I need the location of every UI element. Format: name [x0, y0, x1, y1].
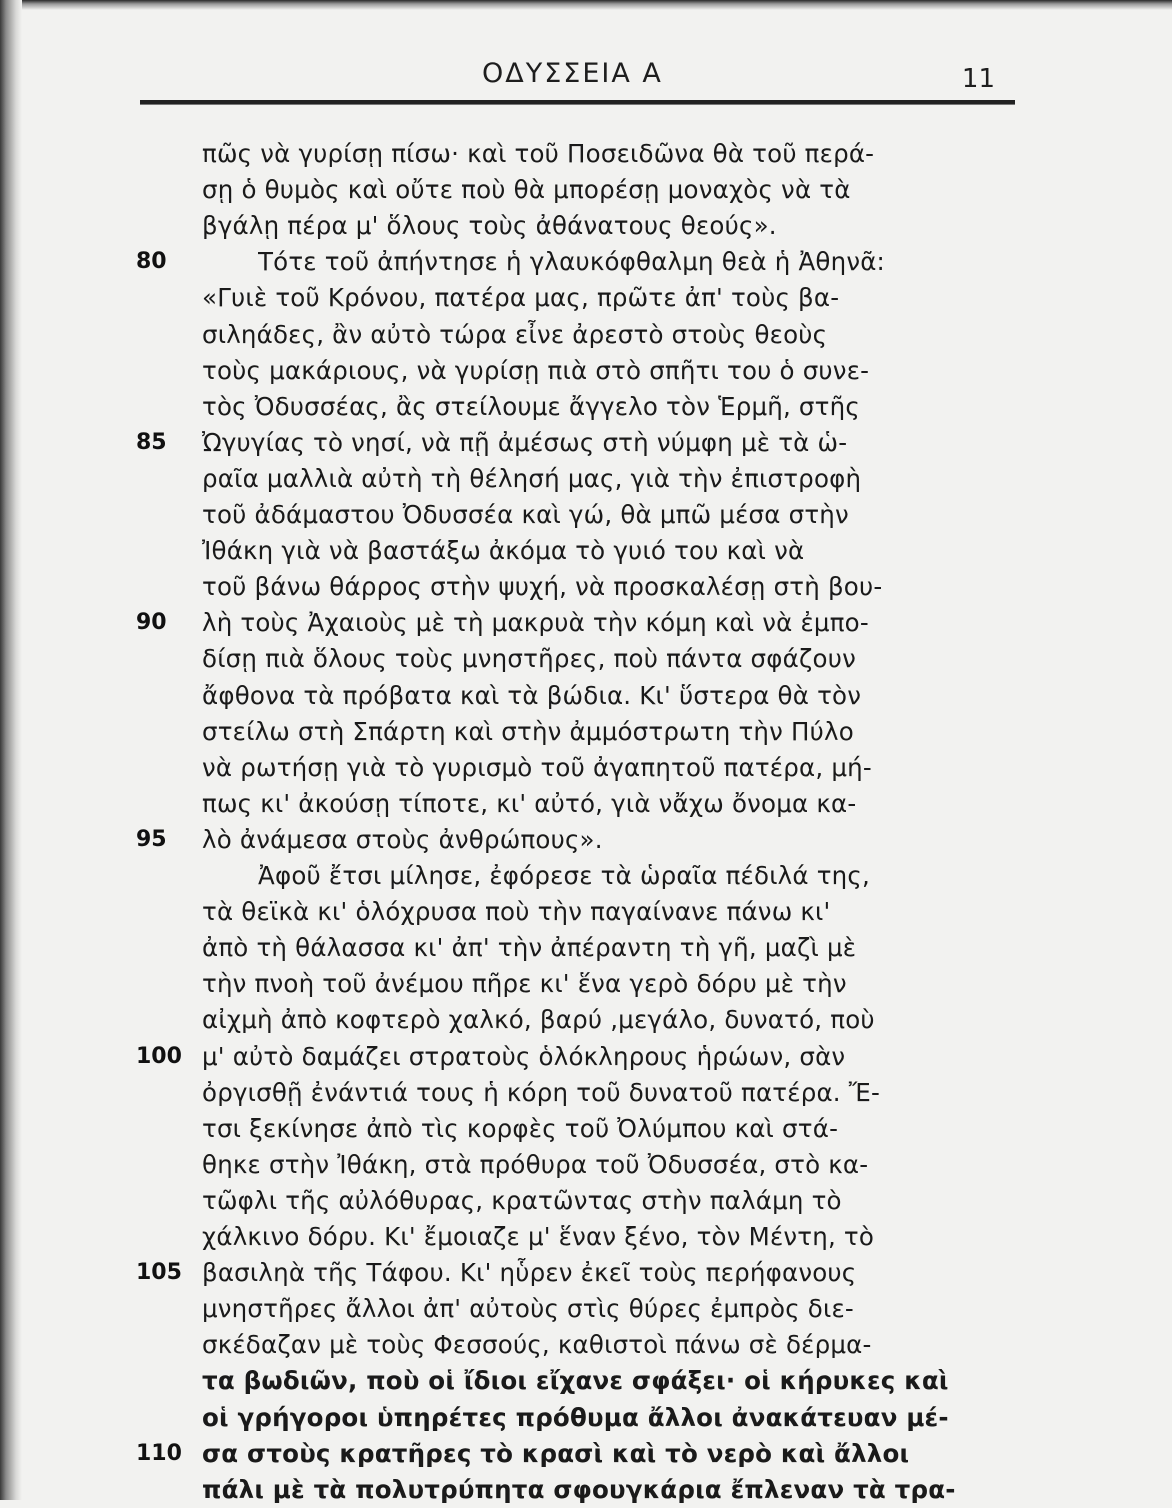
text-line: βγάλῃ πέρα μ' ὅλους τοὺς ἀθάνατους θεούς».	[202, 211, 777, 241]
text-line: ὀργισθῇ ἐνάντιά τους ἡ κόρη τοῦ δυνατοῦ πατέρα. Ἔ-	[202, 1077, 881, 1107]
text-line: χάλκινο δόρυ. Κι' ἔμοιαζε μ' ἕναν ξένο, τὸν Μέντη, τὸ	[202, 1222, 875, 1251]
text-line: αἰχμὴ ἀπὸ κοφτερὸ χαλκό, βαρύ ,μεγάλο, δυνατό, ποὺ	[202, 1005, 875, 1035]
text-line: βασιληὰ τῆς Τάφου. Κι' ηὗρεν ἐκεῖ τοὺς περήφανους	[202, 1258, 857, 1288]
text-line: τὰ θεϊκὰ κι' ὁλόχρυσα ποὺ τὴν παγαίνανε πάνω κι'	[202, 897, 831, 927]
verse-line-number: 90	[136, 610, 167, 636]
text-line: Ὠγυγίας τὸ νησί, νὰ πῇ ἀμέσως στὴ νύμφη μὲ τὰ ὡ-	[202, 427, 848, 457]
text-line: ραῖα μαλλιὰ αὐτὴ τὴ θέλησή μας, γιὰ τὴν ἐπιστροφὴ	[202, 463, 862, 493]
text-line: τοὺς μακάριους, νὰ γυρίσῃ πιὰ στὸ σπῆτι του ὁ συνε-	[202, 355, 870, 385]
text-line: στείλω στὴ Σπάρτη καὶ στὴν ἀμμόστρωτη τὴν Πύλο	[202, 716, 854, 746]
text-line: λὸ ἀνάμεσα στοὺς ἀνθρώπους».	[202, 824, 603, 854]
scan-binding-shadow	[0, 0, 22, 1500]
text-line: πῶς νὰ γυρίσῃ πίσω· καὶ τοῦ Ποσειδῶνα θὰ τοῦ περά-	[202, 139, 875, 168]
verse-line-number: 105	[136, 1260, 182, 1286]
verse-line-number: 110	[136, 1440, 182, 1466]
text-line: μ' αὐτὸ δαμάζει στρατοὺς ὁλόκληρους ἡρώων, σὰν	[202, 1041, 846, 1071]
verse-line-number: 95	[136, 826, 167, 852]
scan-top-edge	[0, 0, 1172, 10]
running-title: ΟΔΥΣΣΕΙΑ Α	[482, 58, 663, 89]
text-line: λὴ τοὺς Ἀχαιοὺς μὲ τὴ μακρυὰ τὴν κόμη καὶ νὰ ἐμπο-	[202, 608, 869, 638]
text-line: μνηστῆρες ἄλλοι ἀπ' αὐτοὺς στὶς θύρες ἐμπρὸς διε-	[202, 1294, 854, 1324]
header-rule	[140, 100, 1015, 104]
text-line: σκέδαζαν μὲ τοὺς Φεσσούς, καθιστοὶ πάνω σὲ δέρμα-	[202, 1330, 872, 1360]
text-line: οἱ γρήγοροι ὑπηρέτες πρόθυμα ἄλλοι ἀνακάτευαν μέ-	[202, 1402, 949, 1432]
text-line: πως κι' ἀκούσῃ τίποτε, κι' αὐτό, γιὰ νἄχω ὄνομα κα-	[202, 788, 857, 818]
page-header	[140, 54, 1015, 98]
text-line: δίσῃ πιὰ ὅλους τοὺς μνηστῆρες, ποὺ πάντα σφάζουν	[202, 644, 856, 674]
text-line: τοῦ ἀδάμαστου Ὀδυσσέα καὶ γώ, θὰ μπῶ μέσα στὴν	[202, 500, 849, 529]
page-number: 11	[961, 64, 995, 94]
text-line: ἄφθονα τὰ πρόβατα καὶ τὰ βώδια. Κι' ὕστερα θὰ τὸν	[202, 680, 862, 710]
text-line: ἀπὸ τὴ θάλασσα κι' ἀπ' τὴν ἀπέραντη τὴ γῆ, μαζὶ μὲ	[202, 933, 857, 963]
verse-line-number: 80	[136, 249, 167, 275]
text-line: τα βωδιῶν, ποὺ οἱ ἴδιοι εἴχανε σφάξει· οἱ κήρυκες καὶ	[202, 1366, 949, 1396]
text-line: Τότε τοῦ ἀπήντησε ἡ γλαυκόφθαλμη θεὰ ἡ Ἀθηνᾶ:	[258, 247, 886, 277]
text-line: «Γυιὲ τοῦ Κρόνου, πατέρα μας, πρῶτε ἀπ' τοὺς βα-	[202, 283, 840, 313]
text-line: τὸς Ὀδυσσέας, ἂς στείλουμε ἄγγελο τὸν Ἑρμῆ, στῆς	[202, 391, 860, 421]
verse-line-number: 100	[136, 1043, 182, 1069]
text-line: Ἀφοῦ ἔτσι μίλησε, ἐφόρεσε τὰ ὡραῖα πέδιλά της,	[258, 861, 870, 890]
text-line: τῶφλι τῆς αὐλόθυρας, κρατῶντας στὴν παλάμη τὸ	[202, 1185, 842, 1215]
text-line: τοῦ βάνω θάρρος στὴν ψυχή, νὰ προσκαλέσῃ στὴ βου-	[202, 572, 883, 602]
text-line: σα στοὺς κρατῆρες τὸ κρασὶ καὶ τὸ νερὸ καὶ ἄλλοι	[202, 1438, 910, 1468]
text-line: νὰ ρωτήσῃ γιὰ τὸ γυρισμὸ τοῦ ἀγαπητοῦ πατέρα, μή-	[202, 752, 872, 782]
text-line: πάλι μὲ τὰ πολυτρύπητα σφουγκάρια ἔπλεναν τὰ τρα-	[202, 1474, 956, 1504]
text-line: τσι ξεκίνησε ἀπὸ τὶς κορφὲς τοῦ Ὀλύμπου καὶ στά-	[202, 1113, 839, 1143]
text-line: τὴν πνοὴ τοῦ ἀνέμου πῆρε κι' ἕνα γερὸ δόρυ μὲ τὴν	[202, 969, 847, 999]
text-line: σιληάδες, ἂν αὐτὸ τώρα εἶνε ἀρεστὸ στοὺς θεοὺς	[202, 319, 828, 349]
text-line: Ἰθάκη γιὰ νὰ βαστάξω ἀκόμα τὸ γυιό του καὶ νὰ	[202, 536, 805, 566]
text-line: σῃ ὁ θυμὸς καὶ οὔτε ποὺ θὰ μπορέσῃ μοναχὸς νὰ τὰ	[202, 175, 851, 205]
text-line: θηκε στὴν Ἰθάκη, στὰ πρόθυρα τοῦ Ὀδυσσέα, στὸ κα-	[202, 1149, 869, 1179]
verse-line-number: 85	[136, 429, 167, 455]
